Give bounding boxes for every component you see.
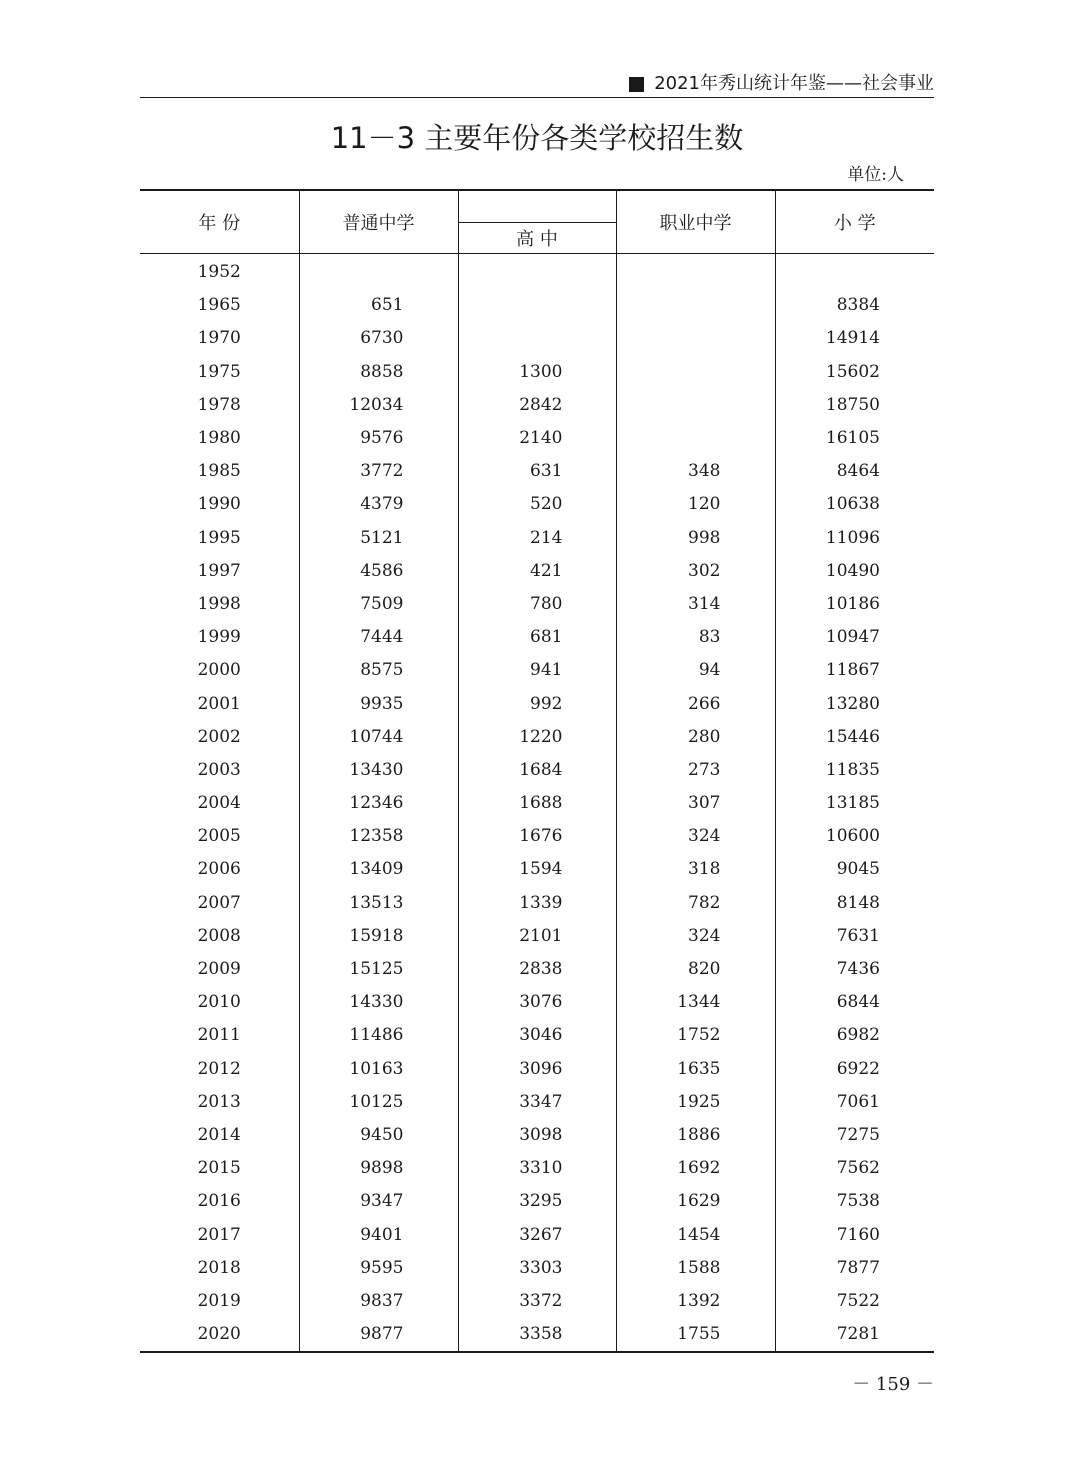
cell-senior-high: 2140 [458, 422, 616, 455]
cell-vocational: 1344 [616, 986, 775, 1019]
cell-year: 2008 [197, 925, 241, 946]
cell-primary: 11867 [775, 654, 934, 687]
cell-vocational: 324 [616, 920, 775, 953]
cell-general-middle: 9877 [299, 1318, 458, 1352]
page-number: － 159 － [852, 1374, 934, 1395]
cell-vocational: 1752 [616, 1019, 775, 1052]
cell-primary: 10947 [775, 621, 934, 654]
table-row [140, 1053, 934, 1086]
cell-senior-high: 3358 [458, 1318, 616, 1352]
cell-general-middle: 12346 [299, 787, 458, 820]
cell-year: 2017 [197, 1224, 241, 1245]
cell-general-middle: 11486 [299, 1019, 458, 1052]
table-row [140, 1318, 934, 1352]
cell-vocational: 94 [616, 654, 775, 687]
cell-general-middle: 12034 [299, 389, 458, 422]
cell-senior-high [458, 322, 616, 355]
cell-general-middle: 7444 [299, 621, 458, 654]
cell-senior-high: 3347 [458, 1086, 616, 1119]
cell-vocational: 83 [616, 621, 775, 654]
cell-primary: 15602 [775, 356, 934, 389]
cell-vocational: 314 [616, 588, 775, 621]
cell-vocational [616, 389, 775, 422]
cell-primary: 11835 [775, 754, 934, 787]
cell-senior-high: 1688 [458, 787, 616, 820]
table-row [140, 488, 934, 521]
running-header-text: 2021年秀山统计年鉴——社会事业 [654, 73, 934, 94]
cell-vocational [616, 254, 775, 290]
cell-year: 1970 [197, 328, 241, 349]
cell-vocational: 998 [616, 522, 775, 555]
cell-primary: 7160 [775, 1218, 934, 1251]
cell-vocational: 273 [616, 754, 775, 787]
cell-vocational: 1925 [616, 1086, 775, 1119]
running-header [629, 72, 934, 96]
cell-senior-high: 421 [458, 555, 616, 588]
cell-general-middle: 8575 [299, 654, 458, 687]
cell-year: 2012 [197, 1058, 241, 1079]
cell-general-middle: 9898 [299, 1152, 458, 1185]
cell-senior-high: 1676 [458, 820, 616, 853]
table-row [140, 654, 934, 687]
cell-year: 1998 [197, 593, 241, 614]
table-row [140, 853, 934, 886]
table-row [140, 887, 934, 920]
cell-primary: 10600 [775, 820, 934, 853]
cell-vocational: 324 [616, 820, 775, 853]
cell-vocational: 1392 [616, 1285, 775, 1318]
table-row [140, 1152, 934, 1185]
cell-general-middle [299, 254, 458, 290]
cell-general-middle: 9837 [299, 1285, 458, 1318]
table-row [140, 389, 934, 422]
cell-general-middle: 651 [299, 289, 458, 322]
table-row [140, 820, 934, 853]
cell-year: 2000 [197, 660, 241, 681]
cell-year: 1997 [197, 560, 241, 581]
cell-senior-high: 3046 [458, 1019, 616, 1052]
cell-year: 1952 [197, 262, 241, 283]
cell-year: 1995 [197, 527, 241, 548]
cell-vocational: 302 [616, 555, 775, 588]
table-row [140, 1252, 934, 1285]
cell-senior-high: 1684 [458, 754, 616, 787]
cell-primary: 11096 [775, 522, 934, 555]
cell-senior-high: 1220 [458, 721, 616, 754]
cell-senior-high: 3267 [458, 1218, 616, 1251]
cell-general-middle: 14330 [299, 986, 458, 1019]
cell-general-middle: 10163 [299, 1053, 458, 1086]
table-row [140, 1119, 934, 1152]
cell-senior-high: 941 [458, 654, 616, 687]
cell-senior-high: 2101 [458, 920, 616, 953]
cell-general-middle: 9450 [299, 1119, 458, 1152]
cell-year: 2011 [197, 1025, 241, 1046]
cell-primary: 6982 [775, 1019, 934, 1052]
enrollment-table [140, 189, 934, 1353]
table-row [140, 953, 934, 986]
cell-general-middle: 12358 [299, 820, 458, 853]
cell-vocational [616, 356, 775, 389]
cell-general-middle: 7509 [299, 588, 458, 621]
table-row [140, 721, 934, 754]
cell-primary: 7631 [775, 920, 934, 953]
cell-vocational [616, 289, 775, 322]
cell-primary: 6922 [775, 1053, 934, 1086]
table-row [140, 986, 934, 1019]
header-primary: 小 学 [775, 190, 934, 254]
cell-general-middle: 9401 [299, 1218, 458, 1251]
table-row [140, 422, 934, 455]
cell-senior-high: 992 [458, 687, 616, 720]
cell-vocational: 820 [616, 953, 775, 986]
header-vocational: 职业中学 [616, 190, 775, 254]
cell-primary: 7877 [775, 1252, 934, 1285]
cell-primary: 7538 [775, 1185, 934, 1218]
cell-year: 1965 [197, 295, 241, 316]
table-row [140, 1019, 934, 1052]
table-row [140, 1185, 934, 1218]
cell-general-middle: 9595 [299, 1252, 458, 1285]
cell-vocational: 280 [616, 721, 775, 754]
table-row [140, 1218, 934, 1251]
cell-general-middle: 5121 [299, 522, 458, 555]
cell-general-middle: 15125 [299, 953, 458, 986]
cell-vocational: 1635 [616, 1053, 775, 1086]
cell-general-middle: 6730 [299, 322, 458, 355]
cell-year: 2003 [197, 759, 241, 780]
cell-primary: 7436 [775, 953, 934, 986]
cell-vocational: 782 [616, 887, 775, 920]
cell-year: 1999 [197, 627, 241, 648]
header-general-middle: 普通中学 [299, 190, 458, 254]
page-title: 11－3 主要年份各类学校招生数 [330, 121, 744, 155]
cell-general-middle: 15918 [299, 920, 458, 953]
cell-senior-high [458, 254, 616, 290]
cell-senior-high: 1300 [458, 356, 616, 389]
cell-primary: 9045 [775, 853, 934, 886]
cell-year: 2005 [197, 826, 241, 847]
cell-primary: 15446 [775, 721, 934, 754]
cell-primary: 13280 [775, 687, 934, 720]
cell-year: 2020 [140, 1318, 299, 1352]
table-row [140, 455, 934, 488]
cell-year: 2009 [197, 959, 241, 980]
cell-general-middle: 9576 [299, 422, 458, 455]
table-row [140, 289, 934, 322]
cell-primary: 6844 [775, 986, 934, 1019]
cell-senior-high: 681 [458, 621, 616, 654]
unit-label: 单位:人 [847, 165, 904, 185]
cell-year: 2018 [197, 1257, 241, 1278]
square-bullet-icon [629, 77, 644, 92]
cell-primary: 7061 [775, 1086, 934, 1119]
header-year: 年 份 [140, 190, 299, 254]
cell-general-middle: 9347 [299, 1185, 458, 1218]
cell-vocational [616, 322, 775, 355]
cell-vocational: 120 [616, 488, 775, 521]
table-row [140, 1285, 934, 1318]
cell-vocational [616, 422, 775, 455]
cell-primary [775, 254, 934, 290]
cell-senior-high: 780 [458, 588, 616, 621]
cell-senior-high: 214 [458, 522, 616, 555]
cell-general-middle: 10744 [299, 721, 458, 754]
cell-year: 1985 [197, 461, 241, 482]
cell-general-middle: 13430 [299, 754, 458, 787]
cell-year: 2014 [197, 1124, 241, 1145]
cell-senior-high: 3372 [458, 1285, 616, 1318]
cell-vocational: 1454 [616, 1218, 775, 1251]
table-row [140, 254, 934, 290]
cell-primary: 8464 [775, 455, 934, 488]
cell-year: 1978 [197, 394, 241, 415]
cell-year: 2007 [197, 892, 241, 913]
table-row [140, 322, 934, 355]
cell-senior-high: 3076 [458, 986, 616, 1019]
table-row [140, 555, 934, 588]
cell-primary: 8384 [775, 289, 934, 322]
cell-year: 1975 [197, 361, 241, 382]
cell-general-middle: 13409 [299, 853, 458, 886]
cell-year: 2001 [197, 693, 241, 714]
cell-year: 2015 [197, 1158, 241, 1179]
table-row [140, 687, 934, 720]
cell-primary: 7562 [775, 1152, 934, 1185]
cell-year: 1980 [197, 428, 241, 449]
table-row [140, 787, 934, 820]
cell-vocational: 266 [616, 687, 775, 720]
cell-primary: 18750 [775, 389, 934, 422]
cell-vocational: 318 [616, 853, 775, 886]
cell-senior-high: 520 [458, 488, 616, 521]
cell-general-middle: 9935 [299, 687, 458, 720]
cell-senior-high: 631 [458, 455, 616, 488]
cell-primary: 8148 [775, 887, 934, 920]
cell-senior-high: 3096 [458, 1053, 616, 1086]
cell-senior-high: 3295 [458, 1185, 616, 1218]
cell-year: 2010 [197, 992, 241, 1013]
cell-primary: 14914 [775, 322, 934, 355]
cell-primary: 7275 [775, 1119, 934, 1152]
cell-general-middle: 13513 [299, 887, 458, 920]
cell-vocational: 1692 [616, 1152, 775, 1185]
header-rule [140, 97, 934, 98]
cell-general-middle: 3772 [299, 455, 458, 488]
table-body [140, 254, 934, 1353]
table-row [140, 588, 934, 621]
cell-primary: 10638 [775, 488, 934, 521]
header-senior-high: 高 中 [458, 223, 616, 254]
table-row [140, 621, 934, 654]
cell-primary: 7522 [775, 1285, 934, 1318]
cell-general-middle: 4379 [299, 488, 458, 521]
cell-senior-high: 3310 [458, 1152, 616, 1185]
table-row [140, 920, 934, 953]
table-row [140, 356, 934, 389]
table-row [140, 754, 934, 787]
table-row [140, 1086, 934, 1119]
cell-senior-high: 3303 [458, 1252, 616, 1285]
cell-vocational: 348 [616, 455, 775, 488]
cell-senior-high: 1594 [458, 853, 616, 886]
cell-year: 1990 [197, 494, 241, 515]
cell-senior-high: 2838 [458, 953, 616, 986]
table-row [140, 522, 934, 555]
cell-general-middle: 8858 [299, 356, 458, 389]
cell-primary: 13185 [775, 787, 934, 820]
cell-year: 2004 [197, 793, 241, 814]
cell-vocational: 1629 [616, 1185, 775, 1218]
cell-year: 2006 [197, 859, 241, 880]
cell-year: 2013 [197, 1091, 241, 1112]
cell-senior-high: 3098 [458, 1119, 616, 1152]
cell-general-middle: 10125 [299, 1086, 458, 1119]
cell-vocational: 1755 [616, 1318, 775, 1352]
cell-senior-high: 2842 [458, 389, 616, 422]
cell-primary: 7281 [775, 1318, 934, 1352]
cell-primary: 10490 [775, 555, 934, 588]
cell-senior-high [458, 289, 616, 322]
cell-year: 2016 [197, 1191, 241, 1212]
cell-primary: 16105 [775, 422, 934, 455]
cell-vocational: 307 [616, 787, 775, 820]
cell-senior-high: 1339 [458, 887, 616, 920]
cell-year: 2002 [197, 726, 241, 747]
cell-vocational: 1588 [616, 1252, 775, 1285]
cell-year: 2019 [197, 1290, 241, 1311]
cell-vocational: 1886 [616, 1119, 775, 1152]
cell-general-middle: 4586 [299, 555, 458, 588]
cell-primary: 10186 [775, 588, 934, 621]
header-blank [458, 190, 616, 223]
